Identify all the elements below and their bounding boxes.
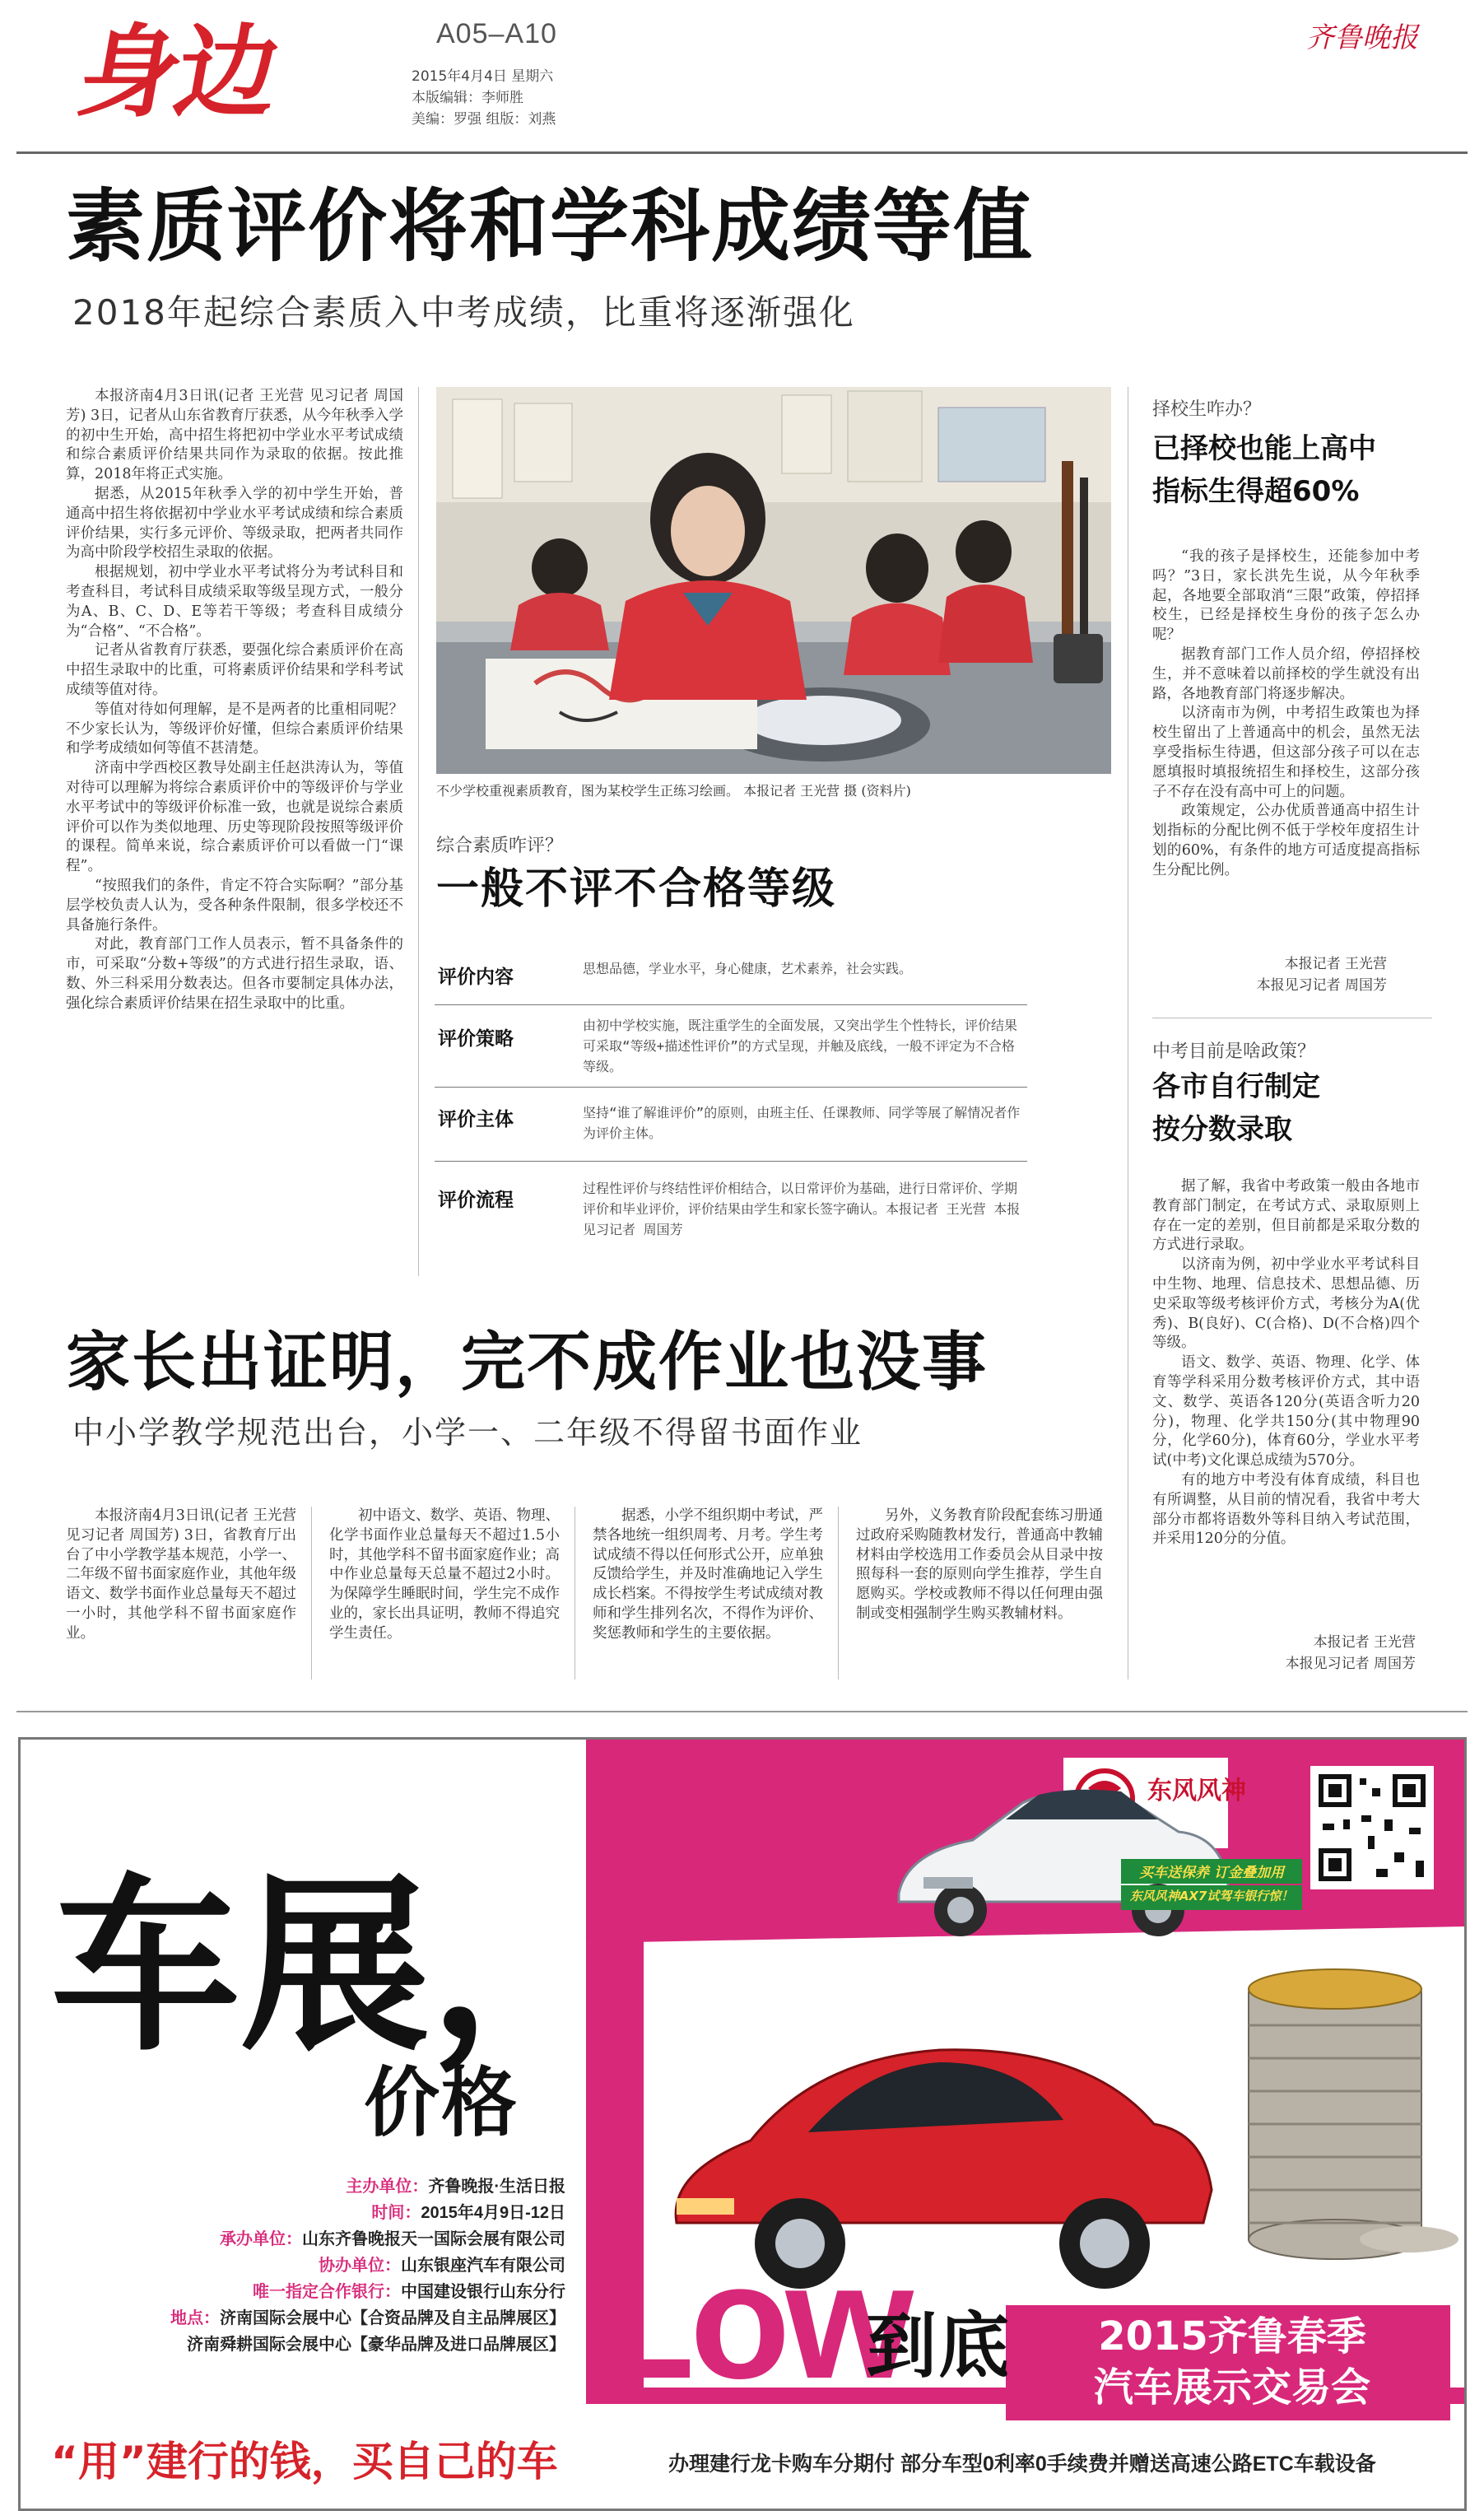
paragraph: 另外，义务教育阶段配套练习册通过政府采购随教材发行，普通高中教辅材料由学校选用工作委员会从目录中按照每科一套的原则向学生推荐，学生自愿购买。学校或教师不得以任何理由强制或变相强制学生购买教辅材料。 [856,1507,1103,1622]
credit-value: 山东齐鲁晚报天一国际会展有限公司 [302,2230,565,2248]
ad-credits [170,2173,565,2358]
evaluation-row [435,947,1027,1004]
ad-low-word: Low [594,2229,909,2413]
credit-value: 山东银座汽车有限公司 [401,2257,565,2275]
photo-caption: 不少学校重视素质教育，图为某校学生正练习绘画。 本报记者 王光营 摄 (资料片) [436,783,911,799]
ad-low-tail: 到底 [866,2305,1011,2388]
ad-separator [16,1711,1468,1712]
paragraph: 记者从省教育厅获悉，要强化综合素质评价在高中招生录取中的比重，可将素质评价结果和学科考试成绩等值对待。 [66,642,403,698]
credit-line [170,2200,565,2226]
credit-label: 主办单位： [346,2178,429,2196]
section-logo-mark [66,15,337,122]
designer-credit: 美编：罗强 组版：刘燕 [412,111,556,128]
paragraph: 据悉，从2015年秋季入学的初中学生开始，普通高中招生将依据初中学业水平考试成绩和综合素质评价结果，实行多元评价、等级录取，把两者共同作为高中阶段学校招生录取的依据。 [66,485,403,561]
evaluation-value: 坚持“谁了解谁评价”的原则，由班主任、任课教师、同学等展了解情况者作为评价主体。 [583,1105,1021,1141]
sidebar-q1-label: 择校生咋办？ [1152,399,1262,420]
brand-logo-text: 东风风神 [1147,1777,1246,1805]
classroom-painting-illustration [436,387,1111,774]
evaluation-value: 过程性评价与终结性评价相结合，以日常评价为基础，进行日常评价、学期评价和毕业评价，评价结果由学生和家长签字确认。本报记者 王光营 本报见习记者 周国芳 [583,1181,1021,1237]
credit-line [170,2305,565,2332]
byline-intern: 本报见习记者 周国芳 [1256,977,1387,994]
paragraph: “按照我们的条件，肯定不符合实际啊？”部分基层学校负责人认为，受各种条件限制，很多学校还不具备施行条件。 [66,877,403,934]
evaluation-key: 评价策略 [438,1028,514,1050]
article-photo [436,387,1111,774]
column-divider [418,387,419,1276]
brand-promo-1: 买车送保养 订金叠加用 [1139,1865,1284,1881]
credit-label: 地点： [170,2309,220,2327]
evaluation-row [435,1004,1027,1087]
ad-headline-1: 车展， [51,1857,620,2077]
paragraph: 以济南为例，初中学业水平考试科目中生物、地理、信息技术、思想品德、历史采取等级考核评价方式，考核分为A(优秀)、B(良好)、C(合格)、D(不合格)四个等级。 [1152,1256,1420,1352]
credit-label: 协办单位： [319,2257,401,2275]
page-range: A05–A10 [436,18,557,49]
sidebar-q2-label: 中考目前是啥政策？ [1152,1041,1316,1062]
evaluation-row [435,1087,1027,1161]
paragraph: 对此，教育部门工作人员表示，暂不具备条件的市，可采取“分数+等级”的方式进行招生录取，语、数、外三科采用分数表达。但各市要制定具体办法，强化综合素质评价结果在招生录取中的比重。 [66,936,403,1012]
credit-line [170,2279,565,2305]
sidebar-q1-title-line2: 指标生得超60% [1152,475,1360,508]
box-label: 综合素质咋评？ [436,836,564,856]
paragraph: “我的孩子是择校生，还能参加中考吗？”3日，家长洪先生说，从今年秋季起，各地要全部取消“三限”政策，停招择校生，已经是择校生身份的孩子怎么办呢？ [1152,548,1420,644]
paragraph: 据悉，小学不组织期中考试，严禁各地统一组织周考、月考。学生考试成绩不得以任何形式公开，应单独反馈给学生，并及时准确地记入学生成长档案。不得按学生考试成绩对教师和学生排列名次，不得作为评价、奖惩教师和学生的主要依据。 [593,1507,823,1642]
ad-headline-2: 价格 [364,2059,519,2147]
paragraph: 等值对待如何理解，是不是两者的比重相同呢？不少家长认为，等级评价好懂，但综合素质评价结果和学考成绩如何等值不甚清楚。 [66,701,403,757]
article2-column [593,1507,823,1679]
paragraph: 济南中学西校区教导处副主任赵洪涛认为，等值对待可以理解为将综合素质评价中的等级评价与学业水平考试中的等级评价标准一致，也就是说综合素质评价可以作为类似地理、历史等现阶段按照等级评价的课程。简单来说，综合素质评价可以看做一门“课程”。 [66,760,403,875]
paragraph: 以济南市为例，中考招生政策也为择校生留出了上普通高中的机会，虽然无法享受指标生待遇，但这部分孩子可以在志愿填报时填报统招生和择校生，这部分孩子不存在没有高中可上的问题。 [1152,705,1420,800]
sidebar-q1-byline [1152,953,1387,996]
paragraph: 语文、数学、英语、物理、化学、体育等学科采用分数考核评价方式，其中语文、数学、英语各120分(英语含听力20分)，物理、化学共150分(其中物理90分，化学60分)，体育60分，学业水平考试(中考)文化课总成绩为570分。 [1152,1354,1420,1470]
credit-label: 时间： [371,2204,421,2222]
credit-line [170,2332,565,2358]
credit-line [170,2252,565,2279]
paragraph: 据教育部门工作人员介绍，停招择校生，并不意味着以前择校的学生就没有出路，各地教育部门将逐步解决。 [1152,645,1420,702]
paragraph: 本报济南4月3日讯(记者 王光营 见习记者 周国芳) 3日，省教育厅出台了中小学教学基本规范，小学一、二年级不留书面家庭作业，其他年级语文、数学书面作业总量每天不超过一小时，其他学科不留书面家庭作业。 [66,1507,296,1642]
credit-line [170,2226,565,2252]
credit-value: 齐鲁晚报·生活日报 [428,2178,565,2196]
credit-label: 唯一指定合作银行： [253,2283,401,2301]
evaluation-key: 评价主体 [438,1109,514,1130]
sidebar-q1-body [1152,547,1420,967]
paragraph: 根据规划，初中学业水平考试将分为考试科目和考查科目，考试科目成绩采取等级呈现方式，一般分为A、B、C、D、E等若干等级；考查科目成绩分为“合格”、“不合格”。 [66,564,403,640]
evaluation-key: 评价流程 [438,1190,514,1211]
credit-value: 济南舜耕国际会展中心【豪华品牌及进口品牌展区】 [187,2336,565,2354]
car-show-advertisement [18,1737,1467,2511]
paragraph: 政策规定，公办优质普通高中招生计划指标的分配比例不低于学校年度招生计划的60%，有条件的地方可适度提高指标生分配比例。 [1152,803,1420,878]
credit-label: 承办单位： [220,2230,302,2248]
credit-line [170,2173,565,2200]
editor-credit: 本版编辑：李师胜 [412,90,523,106]
box-title: 一般不评不合格等级 [436,864,837,914]
paragraph: 据了解，我省中考政策一般由各地市教育部门制定，在考试方式、录取原则上存在一定的差别，但目前都是采取分数的方式进行录取。 [1152,1178,1420,1254]
article2-subhead: 中小学教学规范出台，小学一、二年级不得留书面作业 [72,1414,863,1451]
sidebar-q1-title-line1: 已择校也能上高中 [1152,432,1376,465]
sidebar-q2-title-line2: 按分数录取 [1152,1113,1292,1146]
article2-column [329,1507,560,1679]
column-divider [838,1507,839,1679]
evaluation-row [435,1161,1027,1260]
paragraph: 初中语文、数学、英语、物理、化学书面作业总量每天不超过1.5小时，其他学科不留书面家庭作业；高中作业总量每天总量不超过2小时。为保障学生睡眠时间，学生完不成作业的，家长出具证明，教师不得追究学生责任。 [329,1507,560,1642]
byline-reporter: 本报记者 王光营 [1313,1634,1416,1651]
byline-intern: 本报见习记者 周国芳 [1285,1656,1416,1672]
article1-headline: 素质评价将和学科成绩等值 [66,180,1034,273]
evaluation-value: 由初中学校实施，既注重学生的全面发展，又突出学生个性特长，评价结果可采取“等级+描述性评价”的方式呈现，并触及底线，一般不评定为不合格等级。 [583,1018,1018,1074]
article2-headline: 家长出证明，完不成作业也没事 [66,1325,989,1400]
section-logo-text: 身边 [70,15,286,122]
masthead-rule [16,151,1468,154]
brand-promo-2: 东风风神AX7试驾车银行惊！ [1129,1889,1294,1903]
article1-subhead: 2018年起综合素质入中考成绩，比重将逐渐强化 [72,292,855,333]
column-divider [311,1507,312,1679]
expo-title-line2: 汽车展示交易会 [1093,2364,1370,2411]
evaluation-value: 思想品德，学业水平，身心健康，艺术素养，社会实践。 [583,961,913,976]
article2-column [66,1507,296,1679]
issue-meta [412,66,556,130]
sidebar-q2-body [1152,1177,1420,1638]
article1-body [66,387,403,1272]
expo-title-line1: 2015齐鲁春季 [1098,2313,1366,2360]
credit-value: 2015年4月9日-12日 [421,2204,565,2222]
credit-value: 中国建设银行山东分行 [401,2283,565,2301]
credit-value: 济南国际会展中心【合资品牌及自主品牌展区】 [220,2309,565,2327]
article2-column [856,1507,1103,1679]
newspaper-logo: 齐鲁晚报 [1306,21,1418,54]
evaluation-key: 评价内容 [438,967,514,988]
paragraph: 有的地方中考没有体育成绩，科目也有所调整，从目前的情况看，我省中考大部分市都将语数外等科目纳入考试范围，并采用120分的分值。 [1152,1471,1420,1548]
byline-reporter: 本报记者 王光营 [1284,956,1387,972]
evaluation-table [435,947,1027,1260]
sidebar-q2-byline [1152,1632,1416,1675]
issue-date: 2015年4月4日 星期六 [412,68,554,85]
paragraph: 本报济南4月3日讯(记者 王光营 见习记者 周国芳) 3日，记者从山东省教育厅获悉，从今年秋季入学的初中生开始，高中招生将把初中学业水平考试成绩和综合素质评价结果共同作为录取的依据。按此推算，2018年将正式实施。 [66,388,403,483]
ad-slogan: “用”建行的钱，买自己的车 [51,2438,558,2485]
sidebar-q2-title-line1: 各市自行制定 [1152,1070,1320,1103]
section-logo [66,15,337,122]
ad-fine-print: 办理建行龙卡购车分期付 部分车型0利率0手续费并赠送高速公路ETC车载设备 [668,2453,1376,2476]
